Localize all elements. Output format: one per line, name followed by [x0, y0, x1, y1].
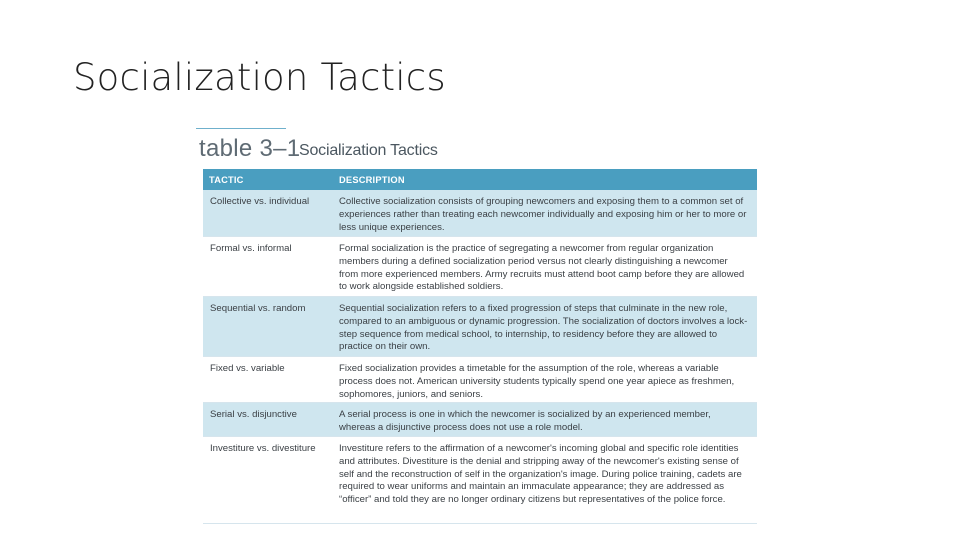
description-cell: Fixed socialization provides a timetable for the assumption of the role, whereas a variable process does not. American university students typically spend one year apiece as freshmen, sophomores, juniors, and seniors.	[339, 363, 735, 400]
table-row	[203, 437, 757, 524]
tactic-cell: Formal vs. informal	[210, 243, 292, 254]
tactic-cell: Fixed vs. variable	[210, 363, 285, 374]
tactic-cell: Sequential vs. random	[210, 303, 306, 314]
header-description: DESCRIPTION	[339, 174, 405, 185]
description-cell: Sequential socialization refers to a fixed progression of steps that culminate in the new role, compared to an ambiguous or dynamic progression. The socialization of doctors involves a lock-step sequence from medical school, to internship, to residency before they are allowed to practice on their own.	[339, 303, 748, 353]
table-name: Socialization Tactics	[299, 142, 438, 159]
slide-title: Socialization Tactics	[73, 56, 446, 99]
tactic-cell: Serial vs. disjunctive	[210, 409, 297, 420]
description-cell: Collective socialization consists of grouping newcomers and exposing them to a common set of experiences rather than treating each newcomer individually and exposing him or her to more or less unique experiences.	[339, 196, 747, 233]
table-number-text: table 3–1	[199, 135, 301, 162]
description-cell: Formal socialization is the practice of segregating a newcomer from regular organization members during a defined socialization period versus not clearly distinguishing a newcomer from more experienced members. Army recruits must attend boot camp before they are allowed to work alongside established soldiers.	[339, 243, 745, 293]
table-header	[203, 169, 757, 190]
table-row	[203, 190, 757, 237]
table-row	[203, 297, 757, 357]
table-number	[196, 128, 301, 162]
tactic-cell: Collective vs. individual	[210, 196, 310, 207]
table-row	[203, 403, 757, 437]
table-row	[203, 237, 757, 297]
socialization-tactics-table	[203, 169, 757, 524]
header-tactic: TACTIC	[209, 174, 244, 185]
table-row	[203, 357, 757, 403]
description-cell: A serial process is one in which the newcomer is socialized by an experienced member, whereas a disjunctive process does not use a role model.	[339, 409, 711, 433]
description-cell: Investiture refers to the affirmation of a newcomer's incoming global and specific role identities and attributes. Divestiture is the denial and stripping away of the newcomer's existing sense of self and the reconstruction of self in the organization's image. During police training, cadets are required to wear uniforms and maintain an immaculate appearance; they are addressed as “officer” and told they are no longer ordinary citizens but representatives of the police force.	[339, 443, 742, 506]
tactic-cell: Investiture vs. divestiture	[210, 443, 316, 454]
